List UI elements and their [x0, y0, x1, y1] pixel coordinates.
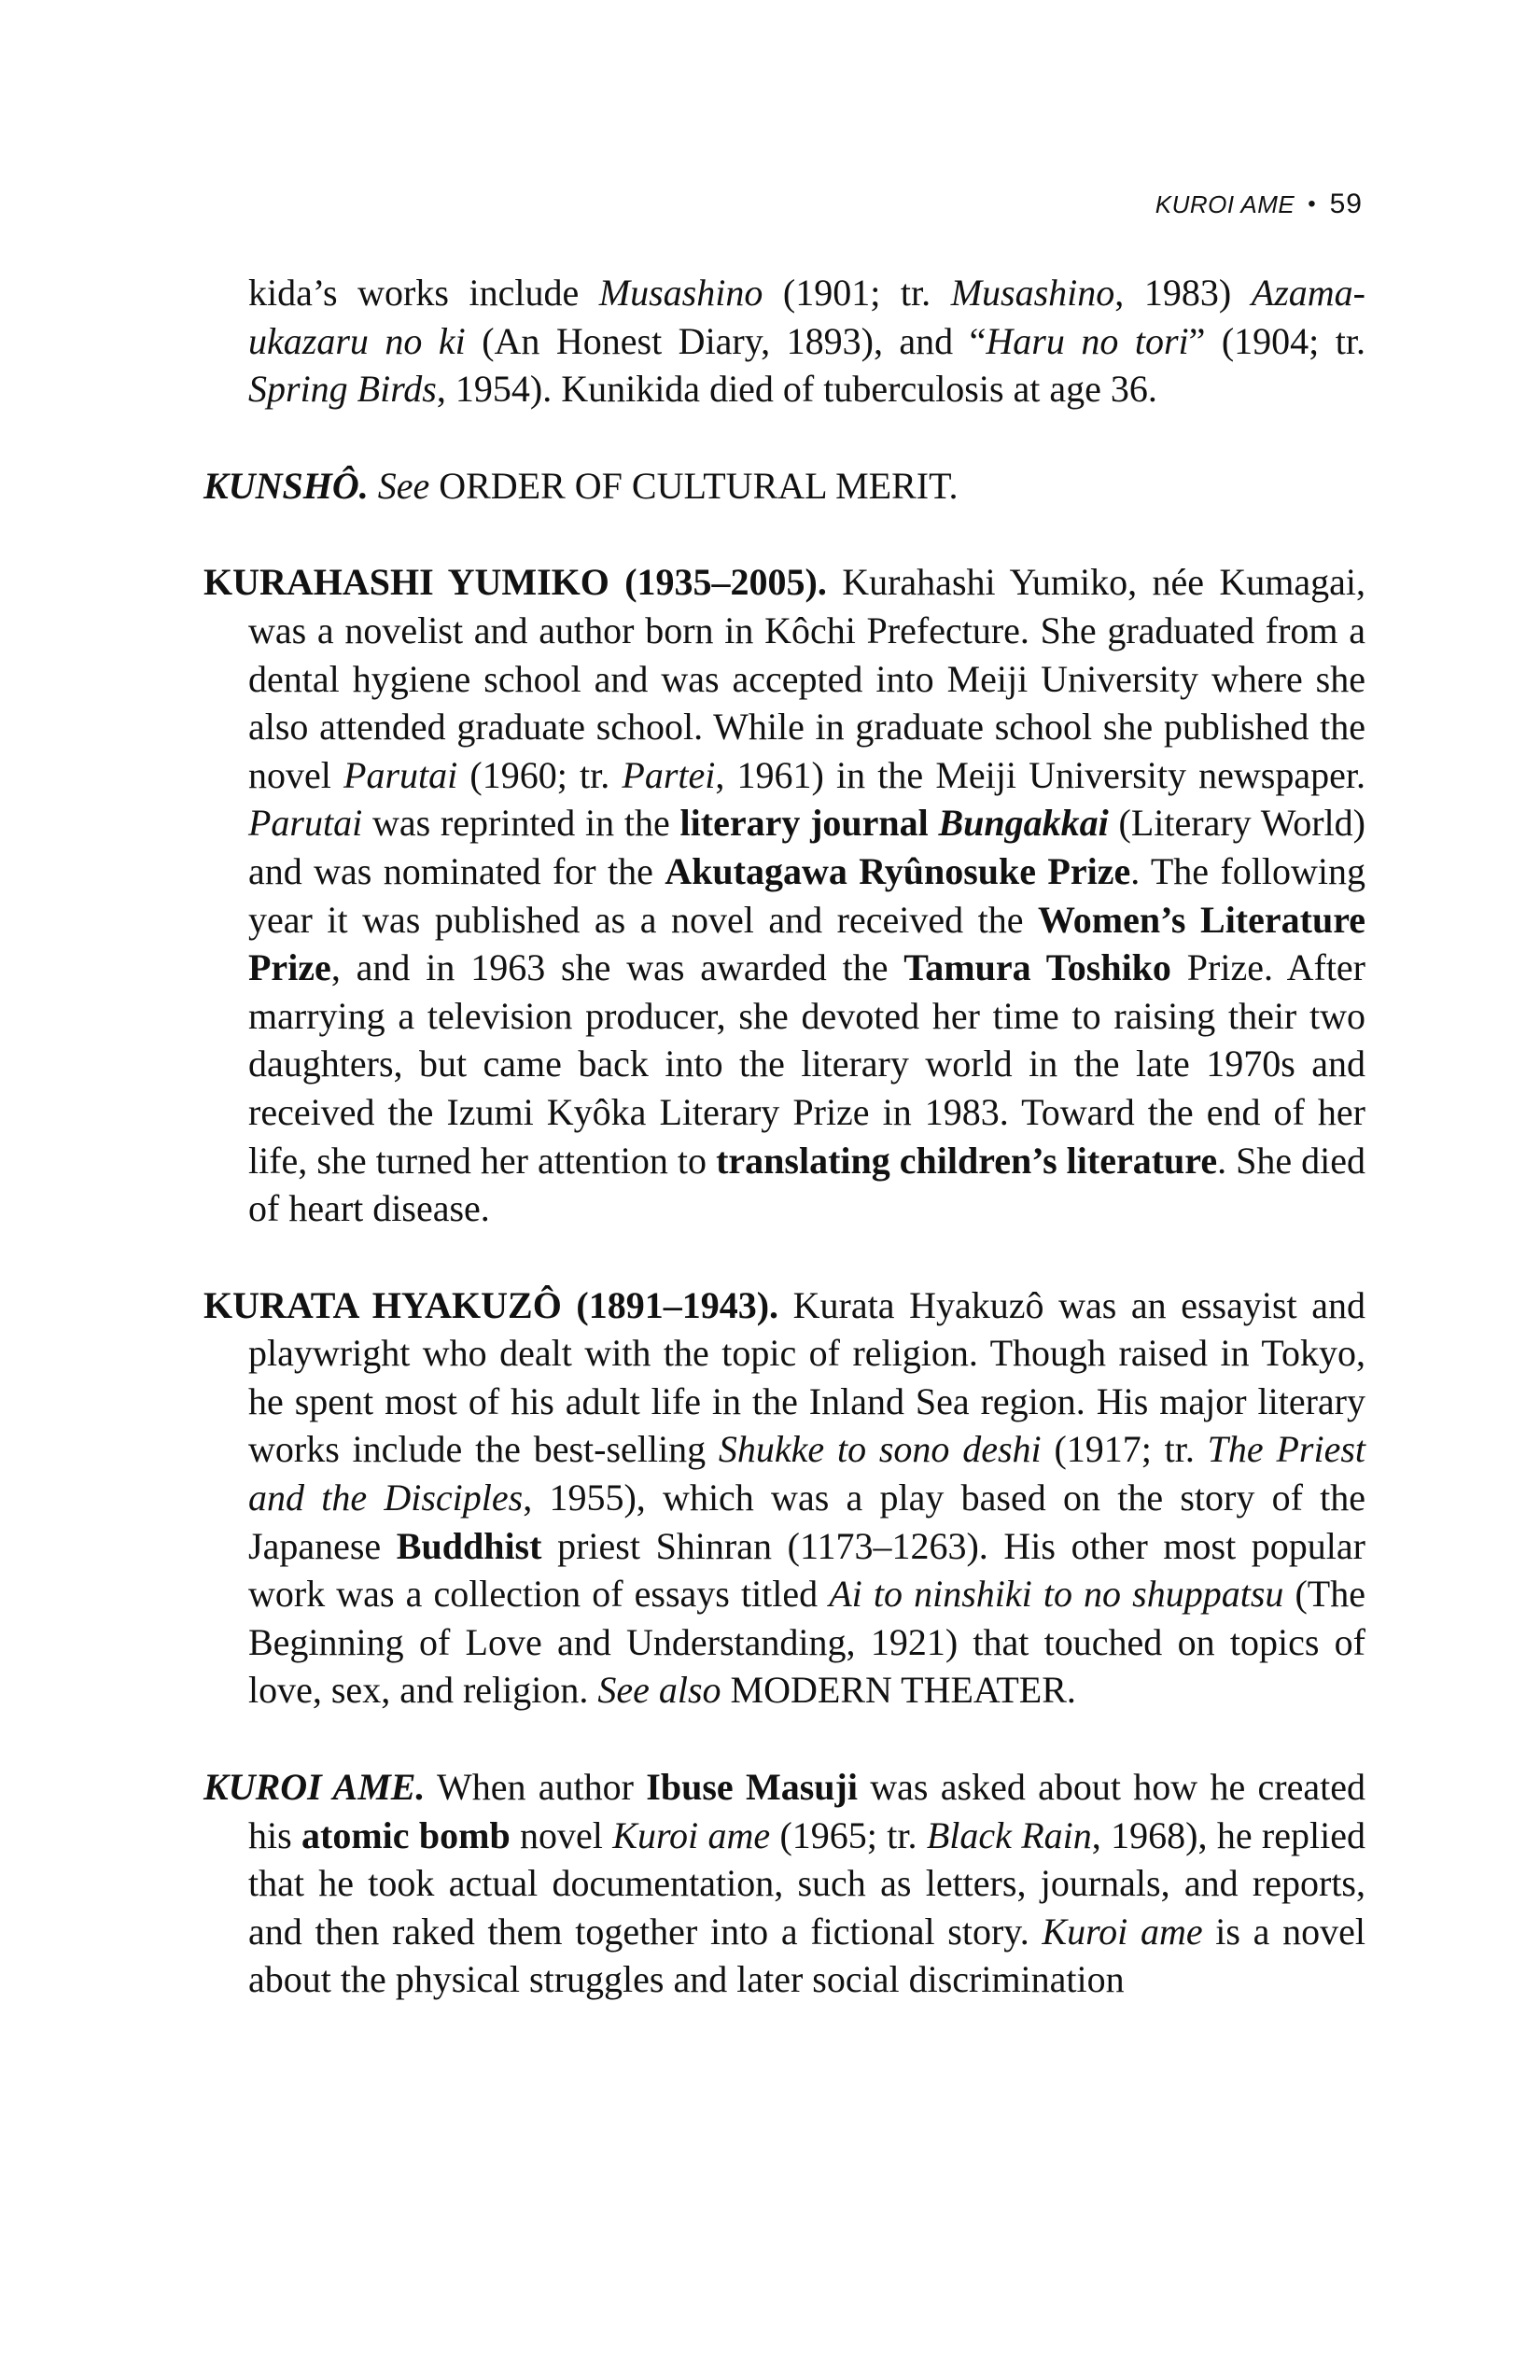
work-title: Musashino	[950, 272, 1115, 314]
cross-reference: Bungakkai	[938, 802, 1109, 845]
work-title: Parutai	[248, 802, 363, 845]
cross-reference: Buddhist	[396, 1524, 542, 1567]
text	[929, 802, 939, 844]
text: When author	[425, 1766, 647, 1809]
cross-reference: ORDER OF CULTURAL MERIT.	[429, 464, 959, 507]
cross-reference: Women’s Literature Prize	[248, 898, 1365, 989]
entry-kurata-hyakuzo	[203, 1281, 1365, 1715]
cross-reference: atomic bomb	[301, 1813, 511, 1856]
text: . She died of heart disease.	[248, 1139, 1365, 1230]
work-title: Partei	[622, 753, 716, 796]
text: . The following year it was published as a novel and received the	[248, 849, 1365, 941]
work-title: Musashino	[598, 272, 763, 314]
entry-headword: KUNSHÔ.	[203, 464, 369, 507]
text: was asked about how he created his	[248, 1766, 1365, 1856]
running-head: KUROI AME	[1155, 190, 1295, 218]
text: was reprinted in the	[362, 802, 680, 845]
cross-reference: literary journal	[679, 802, 929, 845]
work-title: Kuroi ame	[612, 1813, 771, 1856]
work-title: Kuroi ame	[1042, 1910, 1203, 1953]
text: , 1955), which was a play based on the story of the Japanese	[248, 1477, 1366, 1567]
text: kida’s works include	[248, 272, 599, 314]
text: , 1954). Kunikida died of tuberculosis at age 36.	[436, 368, 1157, 411]
work-title: Black Rain	[926, 1813, 1092, 1856]
work-title: The Priest and the Disciples	[248, 1428, 1366, 1519]
text: priest Shinran (1173–1263). His other most popular work was a collection of essays titled	[248, 1524, 1365, 1616]
cross-reference: Tamura Toshiko	[903, 946, 1171, 989]
entry-kunikida-continuation	[203, 269, 1365, 413]
page-header	[933, 189, 1363, 220]
work-title: Haru no tori	[986, 319, 1189, 362]
see-label: See also	[597, 1669, 721, 1712]
entry-kuroi-ame	[203, 1763, 1365, 2004]
cross-reference: Akutagawa Ryûnosuke Prize	[665, 849, 1131, 892]
entry-headword: KURAHASHI YUMIKO (1935–2005).	[203, 561, 827, 604]
entry-headword: KUROI AME.	[203, 1766, 426, 1809]
text: (The Beginning of Love and Understanding, 1921) that touched on topics of love, sex, and religion.	[248, 1573, 1365, 1712]
work-title: Ai to ninshiki to no shuppatsu	[829, 1573, 1284, 1616]
text: , 1961) in the Meiji University newspaper.	[715, 753, 1365, 796]
entry-kunsho	[203, 462, 1365, 511]
work-title: Spring Birds	[248, 368, 437, 411]
cross-reference: Ibuse Masuji	[646, 1766, 858, 1809]
page-body	[203, 269, 1365, 2052]
work-title: Parutai	[343, 753, 458, 796]
page-number: 59	[1329, 189, 1363, 219]
text: (1960; tr.	[457, 753, 623, 796]
entry-kurahashi-yumiko	[203, 558, 1365, 1232]
text: , and in 1963 she was awarded the	[330, 946, 904, 989]
text: is a novel about the physical struggles and later social discrimination	[248, 1910, 1365, 2001]
entry-headword: KURATA HYAKUZÔ (1891–1943).	[203, 1283, 779, 1326]
text: Kurata Hyakuzô was an essayist and playwright who dealt with the topic of religion. Though raised in Tokyo, he spent most of his adult life in the Inland Sea region. His major literary works include the best-selling	[248, 1283, 1366, 1471]
text: Prize. After marrying a television producer, she devoted her time to raising their two daughters, but came back into the literary world in the late 1970s and received the Izumi Kyôka Literary Prize in 1983. Toward the end of her life, she turned her attention to	[248, 946, 1365, 1182]
text: (Literary World) and was nominated for the	[248, 802, 1365, 892]
text: Kurahashi Yumiko, née Kumagai, was a novelist and author born in Kôchi Prefecture. She graduated from a dental hygiene school and was accepted into Meiji University where she also attended graduate school. While in graduate school she published the novel	[248, 561, 1365, 796]
text: (1965; tr.	[770, 1813, 927, 1856]
cross-reference: translating children’s literature	[716, 1139, 1218, 1182]
text: ” (1904; tr.	[1188, 319, 1365, 362]
text: (1901; tr.	[763, 272, 951, 314]
cross-reference: MODERN THEATER.	[721, 1669, 1076, 1712]
text: (1917; tr.	[1041, 1428, 1208, 1471]
header-bullet: •	[1308, 191, 1317, 217]
text: novel	[510, 1813, 613, 1856]
text: , 1968), he replied that he took actual documentation, such as letters, journals, and reports, and then raked them together into a fictional story.	[248, 1813, 1365, 1953]
work-title: Azamaukazaru no ki	[248, 272, 1365, 362]
work-title: Shukke to sono deshi	[718, 1428, 1042, 1471]
text: (An Honest Diary, 1893), and “	[465, 319, 987, 362]
see-label: See	[377, 464, 430, 507]
text: , 1983)	[1114, 272, 1252, 314]
